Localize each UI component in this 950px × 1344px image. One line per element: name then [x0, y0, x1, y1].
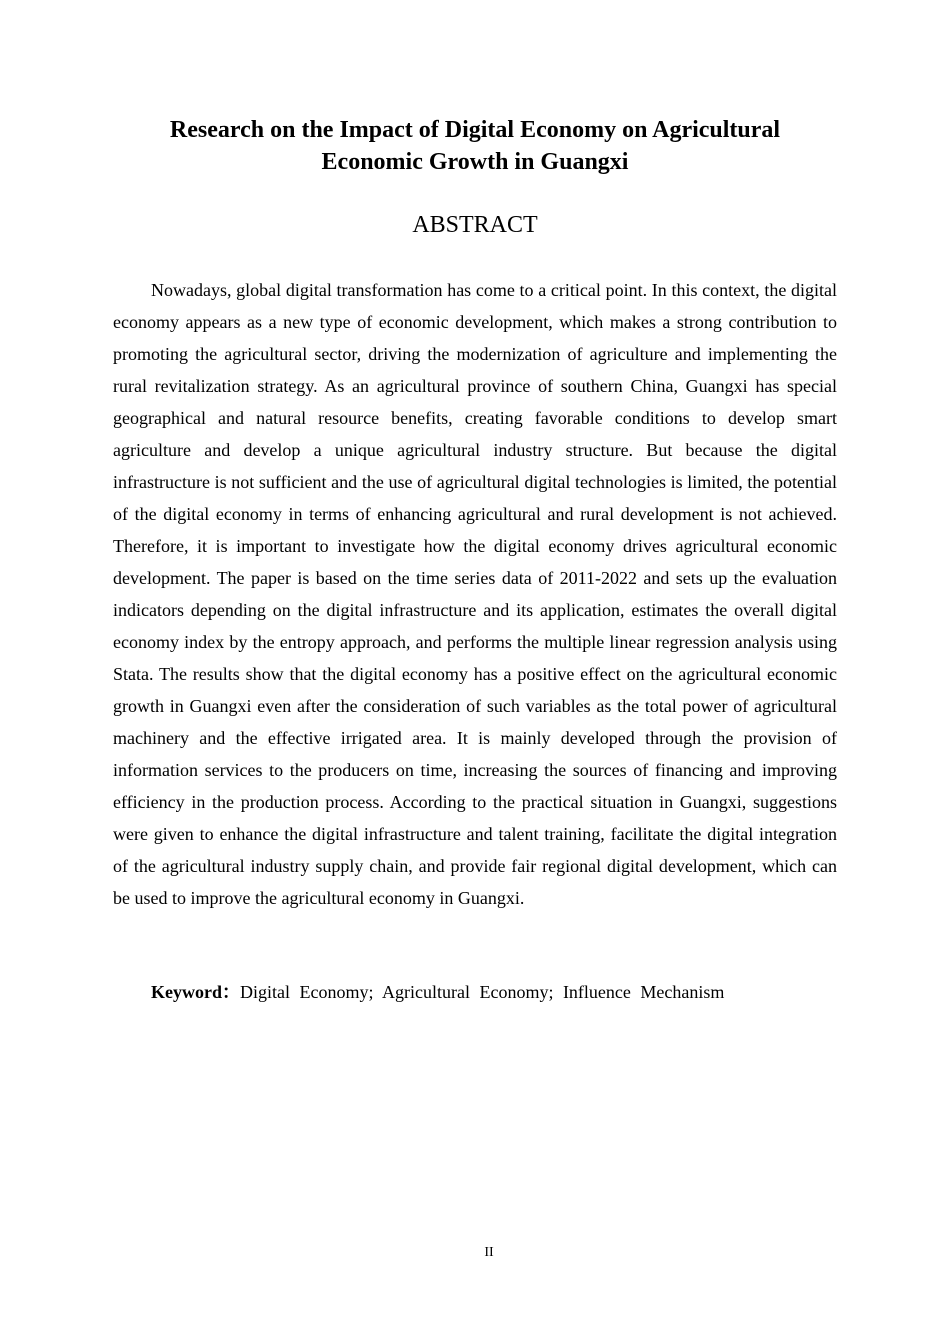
paper-title-line-2: Economic Growth in Guangxi	[321, 149, 629, 175]
keyword-values: Digital Economy; Agricultural Economy; Influence Mechanism	[240, 982, 725, 1002]
keywords-line	[151, 976, 724, 1008]
keyword-label: Keyword：	[151, 982, 240, 1002]
paper-title	[113, 114, 837, 178]
page-number: II	[484, 1245, 494, 1260]
paper-title-line-1: Research on the Impact of Digital Economy on Agricultural	[169, 117, 781, 143]
abstract-paragraph: Nowadays, global digital transformation has come to a critical point. In this context, the digital economy appears as a new type of economic development, which makes a strong contribution to promoting the agricultural sector, driving the modernization of agriculture and implementing the rural revitalization strategy. As an agricultural province of southern China, Guangxi has special geographical and natural resource benefits, creating favorable conditions to develop smart agriculture and develop a unique agricultural industry structure. But because the digital infrastructure is not sufficient and the use of agricultural digital technologies is limited, the potential of the digital economy in terms of enhancing agricultural and rural development is not achieved. Therefore, it is important to investigate how the digital economy drives agricultural economic development. The paper is based on the time series data of 2011-2022 and sets up the evaluation indicators depending on the digital infrastructure and its application, estimates the overall digital economy index by the entropy approach, and performs the multiple linear regression analysis using Stata. The results show that the digital economy has a positive effect on the agricultural economic growth in Guangxi even after the consideration of such variables as the total power of agricultural machinery and the effective irrigated area. It is mainly developed through the provision of information services to the producers on time, increasing the sources of financing and improving efficiency in the production process. According to the practical situation in Guangxi, suggestions were given to enhance the digital infrastructure and talent training, facilitate the digital integration of the agricultural industry supply chain, and provide fair regional digital development, which can be used to improve the agricultural economy in Guangxi.	[113, 280, 837, 908]
abstract-heading: ABSTRACT	[412, 212, 538, 238]
